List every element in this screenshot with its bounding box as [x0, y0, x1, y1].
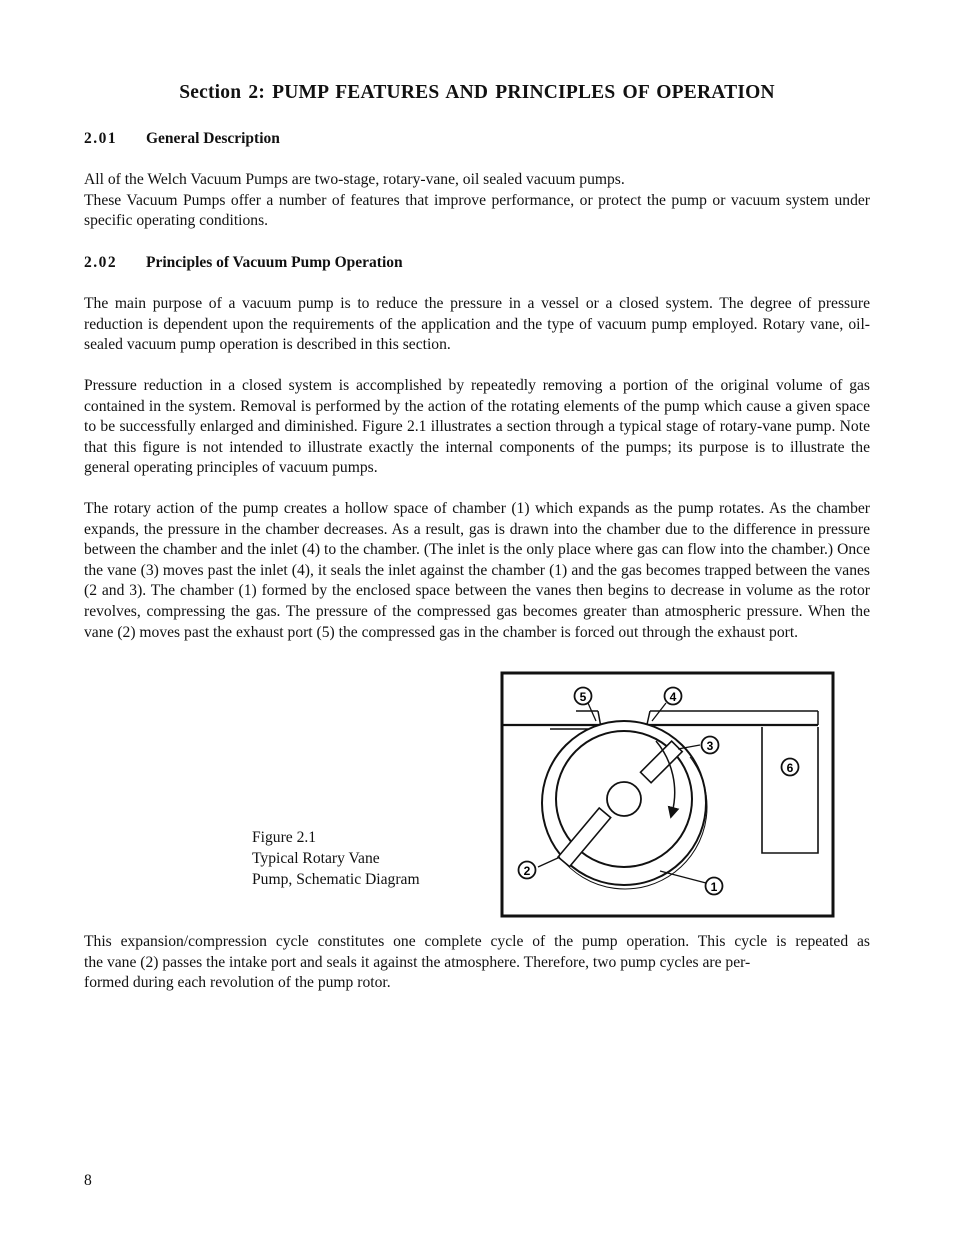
- callout-2: [519, 862, 536, 879]
- text-line: This expansion/compression cycle constitutes one complete cycle of the pump operation. This cycle is repeated as: [84, 933, 870, 950]
- caption-line: Typical Rotary Vane: [252, 849, 380, 867]
- callout-5: [575, 688, 592, 705]
- callout-1: [706, 878, 723, 895]
- subhead-number: 2.02: [84, 254, 118, 271]
- caption-line: Pump, Schematic Diagram: [252, 870, 420, 888]
- subhead-principles: [84, 254, 403, 272]
- svg-text:4: 4: [669, 690, 677, 704]
- svg-text:1: 1: [710, 880, 718, 894]
- text-line: formed during each revolution of the pump rotor.: [84, 974, 391, 992]
- paragraph-pressure-reduction: Pressure reduction in a closed system is accomplished by repeatedly removing a portion of the original volume of gas contained in the system. Removal is performed by the action of the rotating elements of the pump which cause a given space to be successfully enlarged and diminished. Figure 2.1 illustrates a section through a typical stage of rotary-vane pump. Note that this figure is not intended to illustrate exactly the internal components of the pumps; its purpose is to illustrate the general operating principles of vacuum pumps.: [84, 377, 870, 477]
- rotor-shaft: [607, 782, 641, 816]
- svg-text:5: 5: [579, 690, 587, 704]
- svg-text:6: 6: [786, 761, 794, 775]
- text-line: These Vacuum Pumps offer a number of features that improve performance, or protect the pump or vacuum system under specific operating conditions.: [84, 191, 870, 230]
- svg-text:2: 2: [523, 864, 531, 878]
- subhead-number: 2.01: [84, 130, 118, 147]
- callout-4: [665, 688, 682, 705]
- svg-text:3: 3: [706, 739, 714, 753]
- paragraph-rotary-action: The rotary action of the pump creates a hollow space of chamber (1) which expands as the pump rotates. As the chamber expands, the pressure in the chamber decreases. As a result, gas is drawn into the chamber due to the difference in pressure between the chamber and the inlet (4) to the chamber. (The inlet is the only place where gas can flow into the chamber.) Once the vane (3) moves past the inlet (4), it seals the inlet against the chamber (1) and the gas becomes trapped between the vanes (2 and 3). The chamber (1) formed by the enclosed space between the vanes then begins to decrease in volume as the rotor revolves, compressing the gas. The pressure of the compressed gas becomes greater than atmospheric pressure. When the vane (2) moves past the exhaust port (5) the compressed gas in the chamber is forced out through the exhaust port.: [84, 500, 870, 641]
- page-number: 8: [84, 1172, 92, 1189]
- callout-6: [782, 759, 799, 776]
- figure-caption: [252, 828, 420, 890]
- subhead-title: Principles of Vacuum Pump Operation: [146, 254, 403, 271]
- rotary-vane-pump-diagram: [500, 671, 835, 918]
- paragraph-cycle: [84, 932, 870, 994]
- subhead-general-description: [84, 130, 280, 148]
- text-line: All of the Welch Vacuum Pumps are two-stage, rotary-vane, oil sealed vacuum pumps.: [84, 171, 625, 188]
- section-title: Section 2: PUMP FEATURES AND PRINCIPLES OF OPERATION: [179, 82, 775, 103]
- text-line: the vane (2) passes the intake port and seals it against the atmosphere. Therefore, two pump cycles are per-: [84, 953, 751, 971]
- paragraph-general-description: [84, 170, 870, 232]
- paragraph-main-purpose: The main purpose of a vacuum pump is to reduce the pressure in a vessel or a closed system. The degree of pressure reduction is dependent upon the requirements of the application and the type of vacuum pump employed. Rotary vane, oil-sealed vacuum pump operation is described in this section.: [84, 295, 870, 354]
- callout-3: [702, 737, 719, 754]
- subhead-title: General Description: [146, 130, 280, 147]
- caption-line: Figure 2.1: [252, 829, 317, 846]
